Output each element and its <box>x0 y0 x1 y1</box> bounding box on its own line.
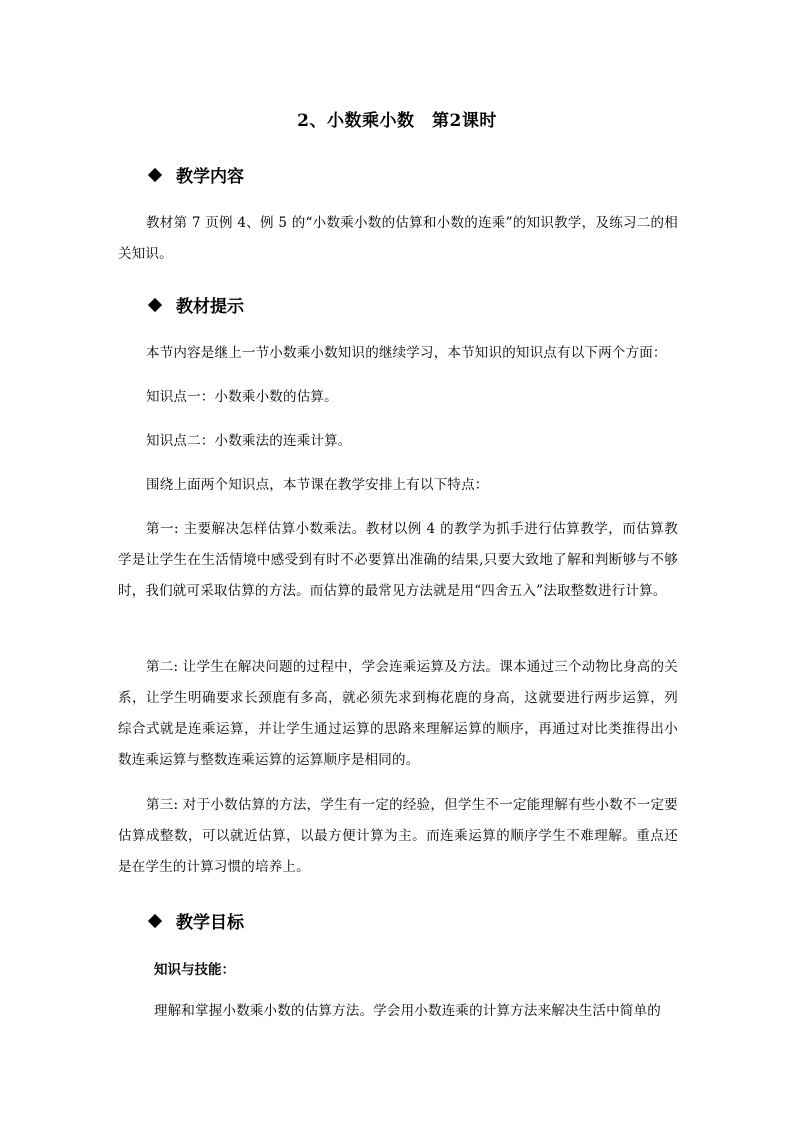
section-heading-label: 教材提示 <box>176 297 244 317</box>
paragraph-second: 第二: 让学生在解决问题的过程中，学会连乘运算及方法。课本通过三个动物比身高的关系，让学生明确要求长颈鹿有多高，就必须先求到梅花鹿的身高，这就要进行两步运算，列综合式就是连乘运算，并让学生通过运算的思路来理解运算的顺序，再通过对比类推得出小数连乘运算与整数连乘运算的运算顺序是相同的。 <box>118 659 678 768</box>
paragraph-point-2: 知识点二：小数乘法的连乘计算。 <box>146 433 352 449</box>
section-heading-textbook-tips <box>148 292 244 317</box>
paragraph-third: 第三: 对于小数估算的方法，学生有一定的经验，但学生不一定能理解有些小数不一定要估算成整数，可以就近估算，以最方便计算为主。而连乘运算的顺序学生不难理解。重点还是在学生的计算习惯的培养上。 <box>118 797 678 875</box>
page-title: 2、小数乘小数 第2课时 <box>297 111 497 131</box>
section-heading-label: 教学目标 <box>176 913 244 933</box>
diamond-bullet-icon <box>148 167 162 181</box>
paragraph-goals: 理解和掌握小数乘小数的估算方法。学会用小数连乘的计算方法来解决生活中简单的 <box>154 1003 661 1019</box>
paragraph-first: 第一: 主要解决怎样估算小数乘法。教材以例 4 的教学为抓手进行估算教学，而估算教学是让学生在生活情境中感受到有时不必要算出准确的结果,只要大致地了解和判断够与不够时，我们就可采取估算的方法。而估算的最常见方法就是用“四舍五入”法取整数进行计算。 <box>118 521 678 599</box>
diamond-bullet-icon <box>148 913 162 927</box>
diamond-bullet-icon <box>148 297 162 311</box>
section-heading-teaching-content <box>148 162 244 187</box>
paragraph-around: 围绕上面两个知识点，本节课在教学安排上有以下特点： <box>146 477 489 493</box>
section-heading-teaching-goals <box>148 908 244 933</box>
subheading-knowledge-skills: 知识与技能： <box>154 962 235 978</box>
paragraph-point-1: 知识点一：小数乘小数的估算。 <box>146 389 338 405</box>
paragraph-intro: 本节内容是继上一节小数乘小数知识的继续学习，本节知识的知识点有以下两个方面： <box>146 345 667 361</box>
paragraph-teaching-content: 教材第 7 页例 4、例 5 的“小数乘小数的估算和小数的连乘”的知识教学，及练习二的相关知识。 <box>118 215 678 262</box>
section-heading-label: 教学内容 <box>176 167 244 187</box>
